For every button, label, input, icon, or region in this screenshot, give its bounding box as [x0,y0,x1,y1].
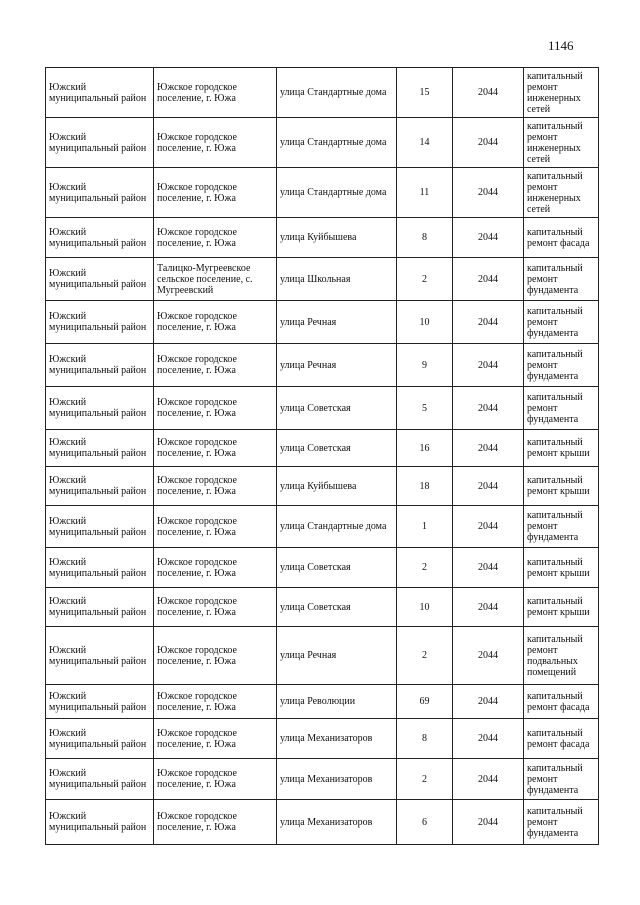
table-row [46,168,599,218]
district-cell: Южский муниципальный район [46,627,154,685]
street-cell: улица Механизаторов [277,800,397,845]
table-row [46,685,599,719]
district-cell: Южский муниципальный район [46,719,154,759]
district-cell: Южский муниципальный район [46,548,154,588]
district-cell: Южский муниципальный район [46,168,154,218]
district-cell: Южский муниципальный район [46,68,154,118]
settlement-cell: Южское городское поселение, г. Южа [154,168,277,218]
table-row [46,548,599,588]
district-cell: Южский муниципальный район [46,301,154,344]
street-cell: улица Советская [277,430,397,467]
street-cell: улица Революции [277,685,397,719]
street-cell: улица Школьная [277,258,397,301]
work-type-cell: капитальный ремонт фундамента [524,759,599,800]
table-row [46,506,599,548]
street-cell: улица Куйбышева [277,467,397,506]
street-cell: улица Речная [277,344,397,387]
table-row [46,588,599,627]
work-type-cell: капитальный ремонт подвальных помещений [524,627,599,685]
settlement-cell: Южское городское поселение, г. Южа [154,68,277,118]
house-number-cell: 15 [397,68,453,118]
work-type-cell: капитальный ремонт фасада [524,719,599,759]
street-cell: улица Речная [277,627,397,685]
settlement-cell: Южское городское поселение, г. Южа [154,719,277,759]
work-type-cell: капитальный ремонт фундамента [524,506,599,548]
year-cell: 2044 [453,68,524,118]
house-number-cell: 8 [397,218,453,258]
year-cell: 2044 [453,258,524,301]
year-cell: 2044 [453,627,524,685]
work-type-cell: капитальный ремонт инженерных сетей [524,118,599,168]
work-type-cell: капитальный ремонт инженерных сетей [524,68,599,118]
house-number-cell: 16 [397,430,453,467]
house-number-cell: 1 [397,506,453,548]
settlement-cell: Южское городское поселение, г. Южа [154,430,277,467]
table-row [46,719,599,759]
house-number-cell: 2 [397,548,453,588]
district-cell: Южский муниципальный район [46,387,154,430]
house-number-cell: 14 [397,118,453,168]
house-number-cell: 11 [397,168,453,218]
year-cell: 2044 [453,506,524,548]
district-cell: Южский муниципальный район [46,218,154,258]
table-row [46,258,599,301]
work-type-cell: капитальный ремонт инженерных сетей [524,168,599,218]
settlement-cell: Южское городское поселение, г. Южа [154,344,277,387]
district-cell: Южский муниципальный район [46,344,154,387]
settlement-cell: Южское городское поселение, г. Южа [154,301,277,344]
year-cell: 2044 [453,548,524,588]
house-number-cell: 10 [397,588,453,627]
work-type-cell: капитальный ремонт фундамента [524,344,599,387]
house-number-cell: 6 [397,800,453,845]
street-cell: улица Советская [277,548,397,588]
year-cell: 2044 [453,168,524,218]
work-type-cell: капитальный ремонт фундамента [524,258,599,301]
street-cell: улица Стандартные дома [277,68,397,118]
street-cell: улица Советская [277,387,397,430]
work-type-cell: капитальный ремонт крыши [524,430,599,467]
year-cell: 2044 [453,800,524,845]
settlement-cell: Южское городское поселение, г. Южа [154,800,277,845]
district-cell: Южский муниципальный район [46,430,154,467]
year-cell: 2044 [453,588,524,627]
year-cell: 2044 [453,467,524,506]
settlement-cell: Южское городское поселение, г. Южа [154,387,277,430]
street-cell: улица Механизаторов [277,719,397,759]
street-cell: улица Стандартные дома [277,118,397,168]
house-number-cell: 5 [397,387,453,430]
table-row [46,467,599,506]
year-cell: 2044 [453,430,524,467]
table-row [46,118,599,168]
year-cell: 2044 [453,759,524,800]
house-number-cell: 9 [397,344,453,387]
settlement-cell: Талицко-Мугреевское сельское поселение, с. Мугреевский [154,258,277,301]
work-type-cell: капитальный ремонт фасада [524,218,599,258]
table-row [46,430,599,467]
table-row [46,218,599,258]
year-cell: 2044 [453,301,524,344]
settlement-cell: Южское городское поселение, г. Южа [154,548,277,588]
district-cell: Южский муниципальный район [46,685,154,719]
district-cell: Южский муниципальный район [46,759,154,800]
year-cell: 2044 [453,685,524,719]
settlement-cell: Южское городское поселение, г. Южа [154,118,277,168]
settlement-cell: Южское городское поселение, г. Южа [154,218,277,258]
house-number-cell: 2 [397,627,453,685]
repair-schedule-table [45,67,599,845]
district-cell: Южский муниципальный район [46,118,154,168]
settlement-cell: Южское городское поселение, г. Южа [154,467,277,506]
district-cell: Южский муниципальный район [46,800,154,845]
district-cell: Южский муниципальный район [46,506,154,548]
settlement-cell: Южское городское поселение, г. Южа [154,506,277,548]
house-number-cell: 18 [397,467,453,506]
work-type-cell: капитальный ремонт фундамента [524,301,599,344]
year-cell: 2044 [453,344,524,387]
district-cell: Южский муниципальный район [46,258,154,301]
house-number-cell: 2 [397,759,453,800]
settlement-cell: Южское городское поселение, г. Южа [154,685,277,719]
street-cell: улица Речная [277,301,397,344]
table-row [46,301,599,344]
table-row [46,800,599,845]
street-cell: улица Куйбышева [277,218,397,258]
year-cell: 2044 [453,118,524,168]
district-cell: Южский муниципальный район [46,588,154,627]
table-row [46,387,599,430]
year-cell: 2044 [453,387,524,430]
house-number-cell: 10 [397,301,453,344]
year-cell: 2044 [453,719,524,759]
table-row [46,759,599,800]
house-number-cell: 8 [397,719,453,759]
year-cell: 2044 [453,218,524,258]
house-number-cell: 2 [397,258,453,301]
settlement-cell: Южское городское поселение, г. Южа [154,588,277,627]
table-body [46,68,599,845]
work-type-cell: капитальный ремонт фундамента [524,800,599,845]
work-type-cell: капитальный ремонт крыши [524,467,599,506]
street-cell: улица Советская [277,588,397,627]
street-cell: улица Стандартные дома [277,506,397,548]
page-number: 1146 [548,38,574,53]
table-row [46,344,599,387]
work-type-cell: капитальный ремонт фундамента [524,387,599,430]
settlement-cell: Южское городское поселение, г. Южа [154,759,277,800]
settlement-cell: Южское городское поселение, г. Южа [154,627,277,685]
street-cell: улица Механизаторов [277,759,397,800]
street-cell: улица Стандартные дома [277,168,397,218]
work-type-cell: капитальный ремонт фасада [524,685,599,719]
district-cell: Южский муниципальный район [46,467,154,506]
table-row [46,627,599,685]
table-row [46,68,599,118]
house-number-cell: 69 [397,685,453,719]
work-type-cell: капитальный ремонт крыши [524,588,599,627]
work-type-cell: капитальный ремонт крыши [524,548,599,588]
